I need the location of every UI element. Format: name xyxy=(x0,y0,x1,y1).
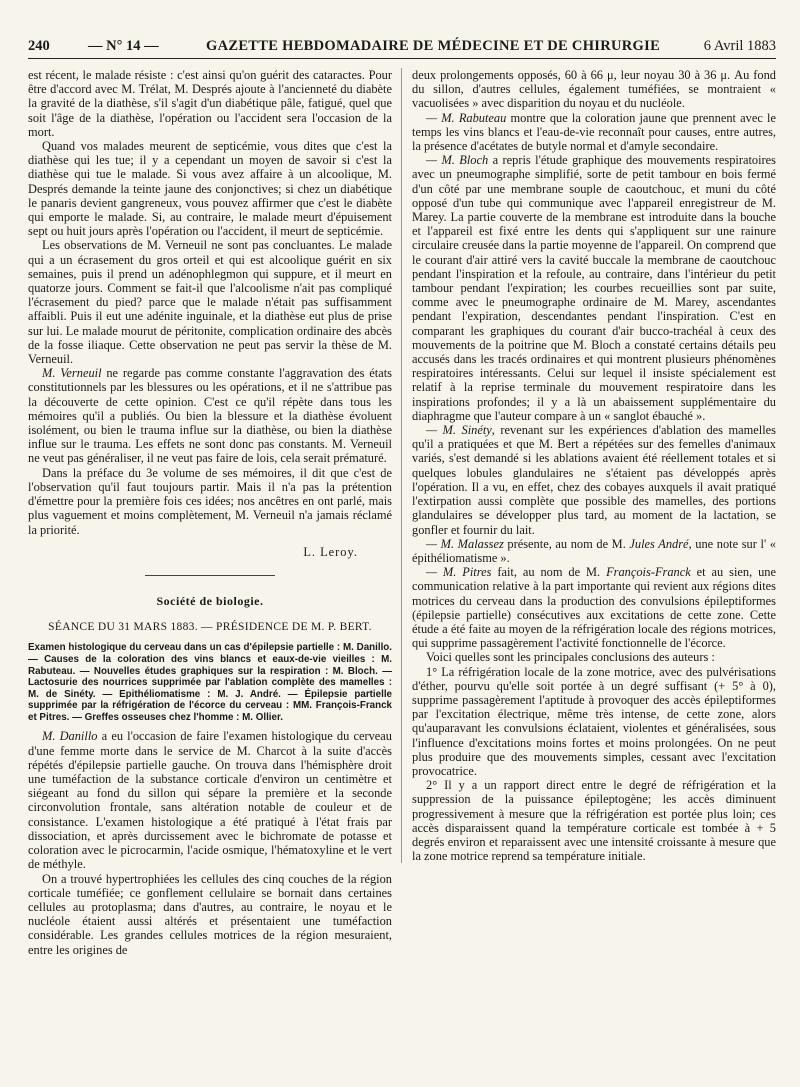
paragraph: Voici quelles sont les principales conclusions des auteurs : xyxy=(426,650,715,665)
paragraph xyxy=(412,153,776,423)
paragraph-text: ne regarde pas comme constante l'aggravation des états constitutionnels par les blessures ou les opérations, et il ne s'attribue pas la découverte de cette opinion. C'est ce qu'il répète dans tous les mémoires qu'il a publiés. Ou bien la blessure et la diathèse évoluent isolément, ou bien le trauma influe sur la diathèse, ou bien la diathèse influe sur le trauma. Les effets ne sont donc pas constants. M. Verneuil ne veut pas généraliser, il ne veut pas faire de lois, cela serait prématuré. xyxy=(28,366,393,466)
paragraph-text: , revenant sur les expériences d'ablation des mamelles qu'il a pratiquées et que M. Bert a répétées sur des femelles d'animaux variés, s'est demandé si les ablations avaient été réellement totales et si quelques lobules glandulaires ne s'étaient pas développés après l'opération. Il a vu, en effet, chez des cobayes auxquels il avait pratiqué l'extirpation aussi complète que possible des mamelles, des portions glandulaires se développer plus tard, au moment de la lactation, se gonfler et fournir du lait. xyxy=(412,423,776,537)
paragraph-text: , une note sur l' « épithéliomatisme ». xyxy=(412,536,776,565)
journal-page xyxy=(28,34,776,1074)
speaker-name: François-Franck xyxy=(606,565,691,580)
speaker-name: — M. Rabuteau xyxy=(426,110,507,125)
speaker-name: — M. Pitres xyxy=(426,565,492,580)
paragraph-text: fait, au nom de M. xyxy=(491,565,607,580)
paragraph-text: et au sien, une communication relative à la part importante qui revient aux régions dites motrices du cerveau dans la production des convulsions épileptiformes (épilepsie partielle) consécutives aux excitations de cette zone. Cette étude a été faite au moyen de la réfrigération locale des régions motrices, qui supprime passagèrement l'activité fonctionnelle de l'écorce. xyxy=(412,565,776,651)
paragraph xyxy=(28,366,392,465)
section-divider xyxy=(145,575,275,576)
author-signature: L. Leroy. xyxy=(303,544,358,559)
running-header xyxy=(28,34,776,59)
paragraph: 1° La réfrigération locale de la zone motrice, avec des pulvérisations d'éther, pourvu qu'elle soit portée à un degré suffisant (+ 5° à 0), supprime passagèrement l'aptitude à provoquer des accès épileptiformes par l'excitation électrique, même très intense, de cette zone, alors qu'auparavant les convulsions éclataient, violentes et généralisées, sous l'influence d'excitations moins fortes et moins prolongées. On ne peut plus produire que des mouvements simples, cessant avec l'excitation provocatrice. xyxy=(412,664,776,778)
speaker-name: M. Danillo xyxy=(42,729,98,744)
journal-title: GAZETTE HEBDOMADAIRE DE MÉDECINE ET DE CHIRURGIE xyxy=(206,38,661,54)
session-summary: Examen histologique du cerveau dans un cas d'épilepsie partielle : M. Danillo. — Causes de la coloration des vins blancs et eaux-de-vie vieilles : M. Rabuteau. — Nouvelles études graphiques sur la respiration : M. Bloch. — Lactosurie des nourrices supprimée par l'ablation complète des mamelles : M. de Sinéty. — Epithéliomatisme : M. J. André. — Épilepsie partielle supprimée par la réfrigération de l'écorce du cerveau : MM. François-Franck et Pitres. — Greffes osseuses chez l'homme : M. Ollier. xyxy=(28,642,392,723)
paragraph xyxy=(28,729,392,871)
session-line: SÉANCE DU 31 MARS 1883. — PRÉSIDENCE DE M. P. BERT. xyxy=(48,621,372,634)
paragraph: Les observations de M. Verneuil ne sont pas concluantes. Le malade qui a un écrasement du gros orteil et qui est alcoolique guérit en six semaines, puis il prend un adénophlegmon qui suppure, et il meurt en quatorze jours. Comment se fait-il que l'alcoolisme n'ait pas compliqué l'écrasement du pied? parce que le malade n'était pas suffisamment affaibli. Puis il eut une adénite inguinale, et la diathèse eut plus de prise sur lui. Le malade mourut de péritonite, complication ordinaire des abcès de la fosse iliaque. Cette observation ne peut pas servir la thèse de M. Verneuil. xyxy=(28,238,392,367)
left-column xyxy=(28,68,392,957)
issue-date: 6 Avril 1883 xyxy=(703,38,776,54)
speaker-name: Jules André xyxy=(629,536,689,551)
paragraph-text: présente, au nom de M. xyxy=(503,536,630,551)
paragraph: 2° Il y a un rapport direct entre le degré de réfrigération et la suppression de la puissance épileptogène; les accès diminuent progressivement à mesure que la réfrigération est portée plus loin; ces accès disparaissent quand la température corticale est tombée à + 5 degrés environ et reparaissent avec une intensité croissante à mesure que la zone motrice reprend sa température initiale. xyxy=(412,778,776,864)
paragraph xyxy=(412,565,776,650)
paragraph xyxy=(412,423,776,537)
paragraph-text: a repris l'étude graphique des mouvements respiratoires avec un pneumographe simplifié, sorte de petit tambour en bois fermé d'un côté par une membrane souple de caoutchouc, et muni du côté opposé d'un tube qui communique avec l'appareil enregistreur de M. Marey. La partie couverte de la membrane est introduite dans la bouche et l'appareil est fixé entre les dents qui s'appliquent sur une rainure circulaire creusée dans la partie moyenne de l'appareil. On comprend que le courant d'air attiré vers la cavité buccale la membrane de caoutchouc pendant l'inspiration et la refoule, au contraire, dans l'intérieur du petit tambour pendant l'expiration; les courbes recueillies sont par suite, comme avec le pneumographe ordinaire de M. Marey, ascendantes pendant l'expiration, descendantes pendant l'inspiration. C'est en comparant les graphiques du courant d'air bucco-trachéal à ceux des mouvements de la poitrine que M. Bloch a constaté certains détails peu accusés dans les tracés ordinaires et qui montrent plusieurs phénomènes respiratoires intéressants. Celui sur lequel il insiste spécialement est relatif à la reprise terminale du mouvement respiratoire dans les inspirations profondes; il y a là un abaissement supplémentaire du diaphragme que l'auteur compare à un « sanglot ébauché ». xyxy=(412,153,776,423)
right-column xyxy=(412,68,776,863)
issue-number: — N° 14 — xyxy=(88,38,159,54)
paragraph: Quand vos malades meurent de septicémie, vous dites que c'est la diathèse qui les tue; il y a cependant un moyen de savoir si c'est la diathèse qui tue le malade. Si vous avez affaire à un alcoolique, M. Després demande la teinte jaune des conjonctives; si chez un diabétique le panaris devient gangreneux, vous pouvez affirmer que c'est le diabète qui emporte le malade. Si, au contraire, le malade meurt d'épuisement sept ou huit jours après l'opération ou l'accident, il meurt de septicémie. xyxy=(28,139,392,239)
paragraph: est récent, le malade résiste : c'est ainsi qu'on guérit des cataractes. Pour être d'accord avec M. Trélat, M. Després ajoute à l'ancienneté du diabète la gravité de la diathèse, s'il s'agit d'un diabétique pâle, fatigué, quel que soit l'âge de la diathèse, l'opération ou l'accident sera l'occasion de la mort. xyxy=(28,68,392,139)
page-number: 240 xyxy=(28,38,50,54)
paragraph: Dans la préface du 3e volume de ses mémoires, il dit que c'est de l'observation qu'il faut toujours partir. Mais il n'a pas la prétention d'émettre pour la première fois ces idées; nos ancêtres en ont parlé, mais plus vaguement et moins complètement, M. Verneuil n'a jamais réclamé la priorité. xyxy=(28,465,392,537)
paragraph: On a trouvé hypertrophiées les cellules des cinq couches de la région corticale tuméfiée; ce gonflement cellulaire se bornait dans certaines cellules au protoplasma; dans d'autres, au contraire, le noyau et le nucléole étaient aussi altérés et présentaient une tuméfaction considérable. Les grandes cellules motrices de la région mesuraient, entre les origines de xyxy=(28,871,392,957)
speaker-name: M. Verneuil xyxy=(42,366,102,381)
speaker-name: — M. Malassez xyxy=(426,536,504,551)
section-heading: Société de biologie. xyxy=(156,593,264,608)
paragraph xyxy=(412,537,776,565)
paragraph: deux prolongements opposés, 60 à 66 μ, leur noyau 30 à 36 μ. Au fond du sillon, d'autres cellules, également tuméfiées, se montraient « vacuolisées » avec disparition du noyau et du nucléole. xyxy=(412,68,776,111)
paragraph-text: a eu l'occasion de faire l'examen histologique du cerveau d'une femme morte dans le service de M. Charcot à la suite d'accès répétés d'épilepsie partielle gauche. On trouva dans l'hémisphère droit une tuméfaction de la substance corticale d'environ un centimètre et siégeant au fond du sillon qui sépare la première et la seconde circonvolution frontale, sans altération notable de couleur et de consistance. L'examen histologique a été pratiqué à l'état frais par dissociation, et après durcissement avec le bichromate de potasse et coloration avec le picrocarmin, l'acide osmique, l'hématoxyline et le vert de méthyle. xyxy=(28,729,393,872)
speaker-name: — M. Bloch xyxy=(426,153,489,168)
paragraph xyxy=(412,111,776,154)
speaker-name: — M. Sinéty xyxy=(426,423,492,438)
paragraph-text: montre que la coloration jaune que prennent avec le temps les vins blancs et l'eau-de-vie reconnaît pour causes, entre autres, la présence d'acétates de butyle normal et d'amyle secondaire. xyxy=(412,110,776,154)
